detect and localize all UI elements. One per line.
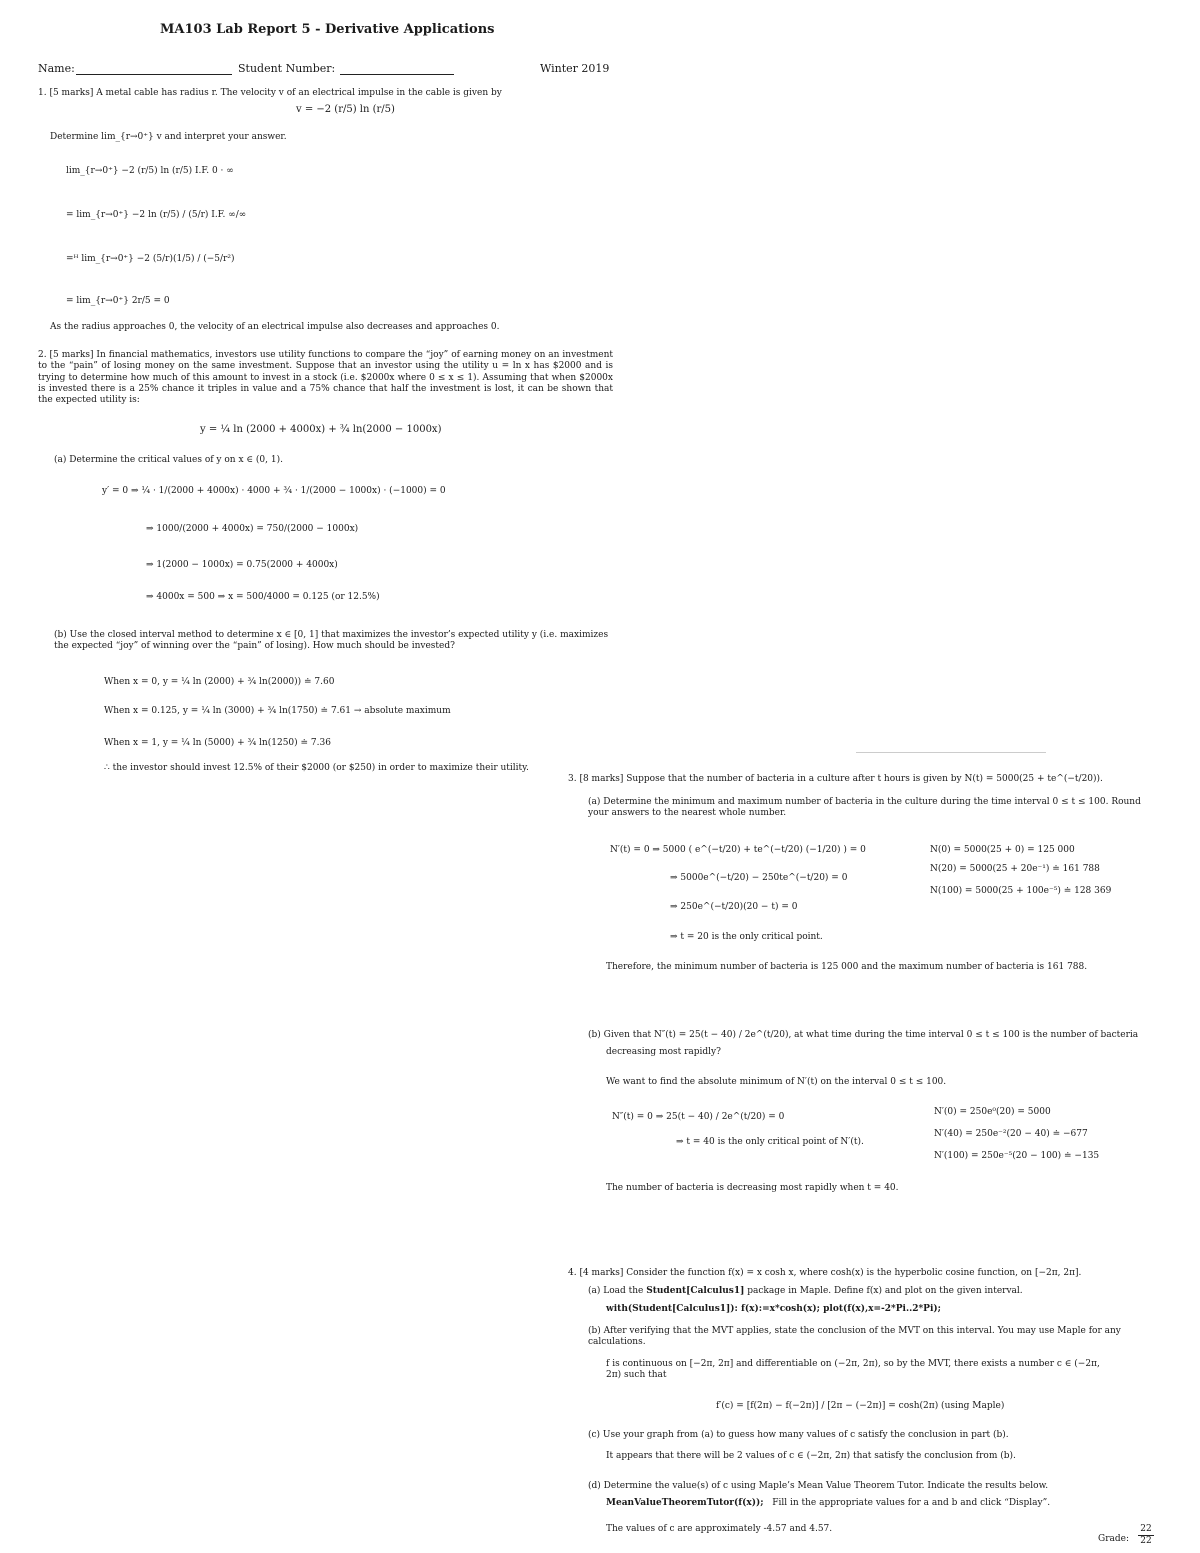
q1-step-2: = lim_{r→0⁺} −2 ln (r/5) / (5/r) I.F. ∞/∞ [66, 210, 247, 220]
q4a-code: with(Student[Calculus1]): f(x):=x*cosh(x); plot(f(x),x=-2*Pi..2*Pi); [606, 1304, 941, 1314]
q1-step-3: =ᴴ lim_{r→0⁺} −2 (5/r)(1/5) / (−5/r²) [66, 254, 235, 264]
q2b-row-2: When x = 0.125, y = ¼ ln (3000) + ¾ ln(1750) ≐ 7.61 → absolute maximum [104, 706, 451, 716]
q4c-answer: It appears that there will be 2 values of c ∈ (−2π, 2π) that satisfy the conclusion from (b). [606, 1451, 1016, 1461]
q3a-conclusion: Therefore, the minimum number of bacteria is 125 000 and the maximum number of bacteria is 161 788. [606, 962, 1088, 972]
q3a-value-3: N(100) = 5000(25 + 100e⁻⁵) ≐ 128 369 [930, 886, 1112, 896]
grade-label: Grade: [1098, 1534, 1129, 1544]
q3b-prompt-1: (b) Given that N″(t) = 25(t − 40) / 2e^(t/20), at what time during the time interval 0 ≤ t ≤ 100 is the number of bacteria [588, 1030, 1139, 1040]
q2b-row-1: When x = 0, y = ¼ ln (2000) + ¾ ln(2000)) ≐ 7.60 [104, 677, 335, 687]
q3-prompt: 3. [8 marks] Suppose that the number of bacteria in a culture after t hours is given by N(t) = 5000(25 + te^(−t/20)). [568, 774, 1103, 784]
q3b-prompt-2: decreasing most rapidly? [606, 1047, 721, 1057]
grade-numerator: 22 [1140, 1524, 1152, 1534]
q3b-value-2: N′(40) = 250e⁻²(20 − 40) ≐ −677 [934, 1129, 1088, 1139]
q4a-prompt [588, 1286, 1023, 1297]
q2b-row-3: When x = 1, y = ¼ ln (5000) + ¾ ln(1250) ≐ 7.36 [104, 738, 331, 748]
q3a-prompt: (a) Determine the minimum and maximum number of bacteria in the culture during the time interval 0 ≤ t ≤ 100. Round your answers to the nearest whole number. [588, 797, 1141, 819]
term-label: Winter 2019 [540, 62, 610, 75]
q4d-prompt: (d) Determine the value(s) of c using Maple’s Mean Value Theorem Tutor. Indicate the results below. [588, 1481, 1049, 1491]
q3a-step-1: N′(t) = 0 ⇒ 5000 ( e^(−t/20) + te^(−t/20) (−1/20) ) = 0 [610, 845, 866, 855]
q4b-prompt: (b) After verifying that the MVT applies, state the conclusion of the MVT on this interval. You may use Maple for any calculations. [588, 1326, 1121, 1348]
q4a-prompt-post: package in Maple. Define f(x) and plot on the given interval. [744, 1286, 1023, 1296]
q1-prompt: 1. [5 marks] A metal cable has radius r. The velocity v of an electrical impulse in the cable is given by [38, 88, 502, 98]
q4a-prompt-pre: (a) Load the [588, 1286, 647, 1296]
divider [856, 752, 1046, 753]
q2b-prompt: (b) Use the closed interval method to determine x ∈ [0, 1] that maximizes the investor’s expected utility y (i.e. maximizes the expected “joy” of winning over the “pain” of losing). How much should be invested? [54, 630, 609, 652]
q2b-conclusion: ∴ the investor should invest 12.5% of their $2000 (or $250) in order to maximize their utility. [104, 763, 529, 773]
q1-conclusion: As the radius approaches 0, the velocity of an electrical impulse also decreases and approaches 0. [50, 322, 500, 332]
name-label: Name: [38, 62, 75, 75]
q3b-value-1: N′(0) = 250e⁰(20) = 5000 [934, 1107, 1051, 1117]
q1-step-4: = lim_{r→0⁺} 2r/5 = 0 [66, 296, 170, 306]
q1-task: Determine lim_{r→0⁺} v and interpret your answer. [50, 132, 287, 142]
q2a-prompt: (a) Determine the critical values of y on x ∈ (0, 1). [54, 455, 283, 465]
page-title: MA103 Lab Report 5 - Derivative Applications [160, 22, 495, 37]
q2a-step-4: ⇒ 4000x = 500 ⇒ x = 500/4000 = 0.125 (or 12.5%) [146, 592, 380, 602]
q2-formula: y = ¼ ln (2000 + 4000x) + ¾ ln(2000 − 1000x) [200, 424, 442, 435]
grade-fraction [1138, 1524, 1154, 1548]
q4d-instruction-line [606, 1498, 1050, 1509]
q2a-step-1: y′ = 0 ⇒ ¼ · 1/(2000 + 4000x) · 4000 + ¾ · 1/(2000 − 1000x) · (−1000) = 0 [102, 486, 446, 496]
q3b-step-2: ⇒ t = 40 is the only critical point of N′(t). [676, 1137, 864, 1147]
name-field[interactable] [76, 74, 232, 75]
grade-denominator: 22 [1138, 1535, 1154, 1547]
q4c-prompt: (c) Use your graph from (a) to guess how many values of c satisfy the conclusion in part (b). [588, 1430, 1009, 1440]
q3b-intro: We want to find the absolute minimum of N′(t) on the interval 0 ≤ t ≤ 100. [606, 1077, 947, 1087]
q4d-code: MeanValueTheoremTutor(f(x)); [606, 1498, 764, 1508]
student-number-field[interactable] [340, 74, 454, 75]
q2a-step-2: ⇒ 1000/(2000 + 4000x) = 750/(2000 − 1000x) [146, 524, 359, 534]
q3a-value-2: N(20) = 5000(25 + 20e⁻¹) ≐ 161 788 [930, 864, 1100, 874]
q4-prompt: 4. [4 marks] Consider the function f(x) = x cosh x, where cosh(x) is the hyperbolic cosine function, on [−2π, 2π]. [568, 1268, 1082, 1278]
q4b-answer: f is continuous on [−2π, 2π] and differentiable on (−2π, 2π), so by the MVT, there exists a number c ∈ (−2π, 2π) such that [606, 1359, 1100, 1381]
q1-step-1: lim_{r→0⁺} −2 (r/5) ln (r/5) I.F. 0 · ∞ [66, 166, 234, 176]
q1-formula: v = −2 (r/5) ln (r/5) [296, 104, 395, 115]
q3a-step-4: ⇒ t = 20 is the only critical point. [670, 932, 823, 942]
q2a-step-3: ⇒ 1(2000 − 1000x) = 0.75(2000 + 4000x) [146, 560, 338, 570]
q3b-value-3: N′(100) = 250e⁻⁵(20 − 100) ≐ −135 [934, 1151, 1100, 1161]
q3a-value-1: N(0) = 5000(25 + 0) = 125 000 [930, 845, 1075, 855]
q2-prompt: 2. [5 marks] In financial mathematics, investors use utility functions to compare the “joy” of earning money on an investment to the “pain” of losing money on the same investment. Suppose that an investor using the utility u = ln x has $2000 and is trying to determine how much of this amount to invest in a stock (i.e. $2000x where 0 ≤ x ≤ 1). Assuming that when $2000x is invested there is a 25% chance it triples in value and a 75% chance that half the investment is lost, it can be shown that the expected utility is: [38, 350, 613, 405]
q4d-answer: The values of c are approximately -4.57 and 4.57. [606, 1524, 833, 1534]
student-number-label: Student Number: [238, 62, 336, 75]
q3b-conclusion: The number of bacteria is decreasing most rapidly when t = 40. [606, 1183, 899, 1193]
q3a-step-2: ⇒ 5000e^(−t/20) − 250te^(−t/20) = 0 [670, 873, 848, 883]
q4a-prompt-package: Student[Calculus1] [646, 1286, 745, 1296]
q3a-step-3: ⇒ 250e^(−t/20)(20 − t) = 0 [670, 902, 798, 912]
q4b-formula: f′(c) = [f(2π) − f(−2π)] / [2π − (−2π)] = cosh(2π) (using Maple) [716, 1401, 1005, 1411]
q3b-step-1: N″(t) = 0 ⇒ 25(t − 40) / 2e^(t/20) = 0 [612, 1112, 785, 1122]
q4d-instruction: Fill in the appropriate values for a and b and click “Display”. [772, 1498, 1051, 1508]
